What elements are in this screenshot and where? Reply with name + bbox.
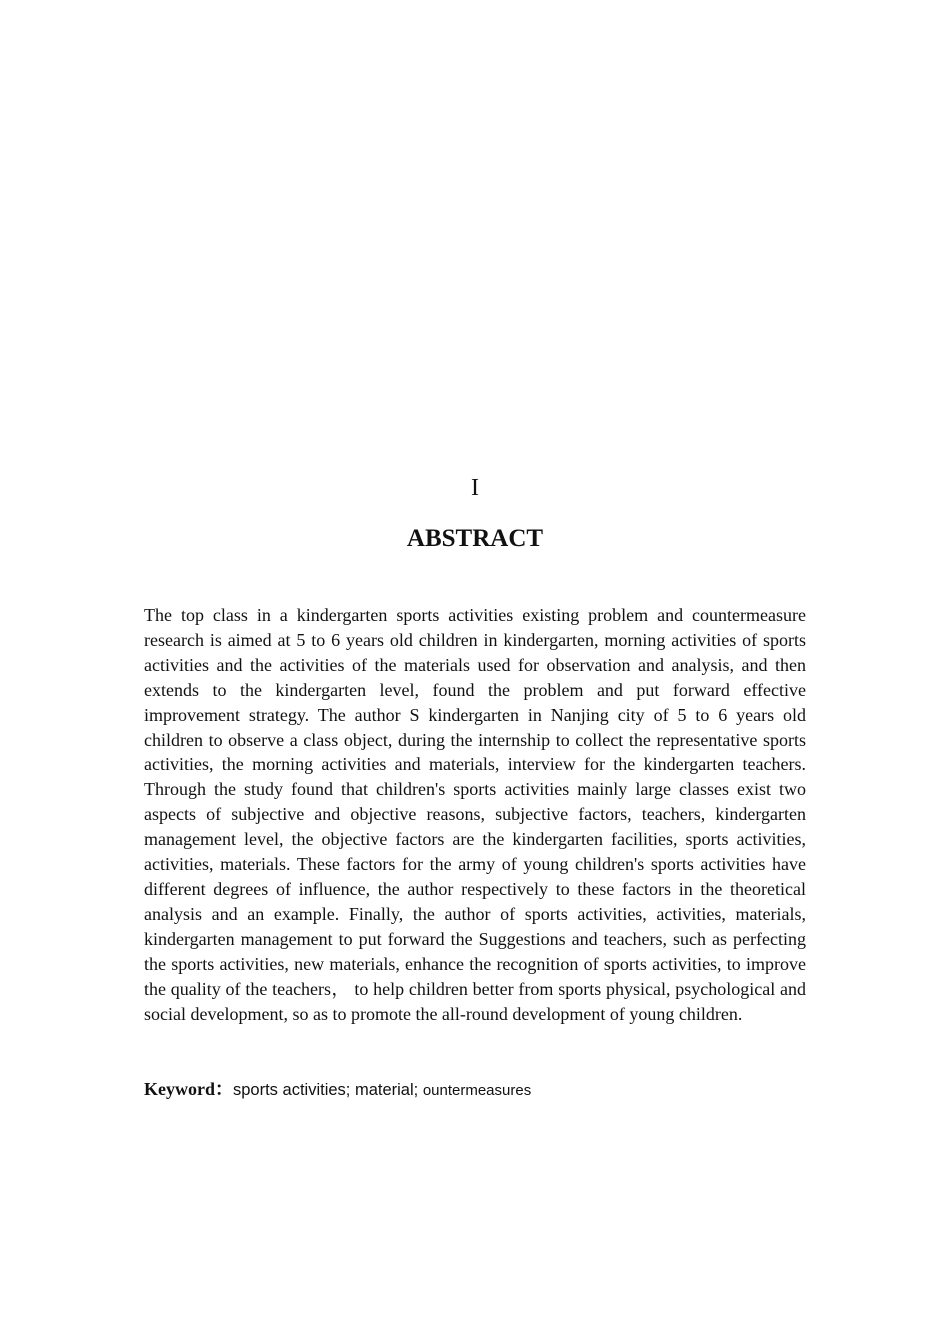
page-number: I [471,475,479,501]
keyword-terms: sports activities; material; [233,1081,423,1099]
abstract-heading: ABSTRACT [406,525,544,552]
keyword-tail: ountermeasures [422,1082,532,1099]
abstract-body: The top class in a kindergarten sports activities existing problem and countermeasure research is aimed at 5 to 6 years old children in kindergarten, morning activities of sports activities and the activities of the materials used for observation and analysis, and then extends to the kindergarten level, found the problem and put forward effective improvement strategy. The author S kindergarten in Nanjing city of 5 to 6 years old children to observe a class object, during the internship to collect the representative sports activities, the morning activities and materials, interview for the kindergarten teachers. Through the study found that children's sports activities mainly large classes exist two aspects of subjective and objective reasons, subjective factors, teachers, kindergarten management level, the objective factors are the kindergarten facilities, sports activities, activities, materials. These factors for the army of young children's sports activities have different degrees of influence, the author respectively to these factors in the theoretical analysis and an example. Finally, the author of sports activities, activities, materials, kindergarten management to put forward the Suggestions and teachers, such as perfecting the sports activities, new materials, enhance the recognition of sports activities, to improve the quality of the teachers， to help children better from sports physical, psychological and social development, so as to promote the all-round development of young children. [144,605,806,1024]
keyword-line [144,1076,806,1104]
keyword-label: Keyword： [144,1079,233,1099]
